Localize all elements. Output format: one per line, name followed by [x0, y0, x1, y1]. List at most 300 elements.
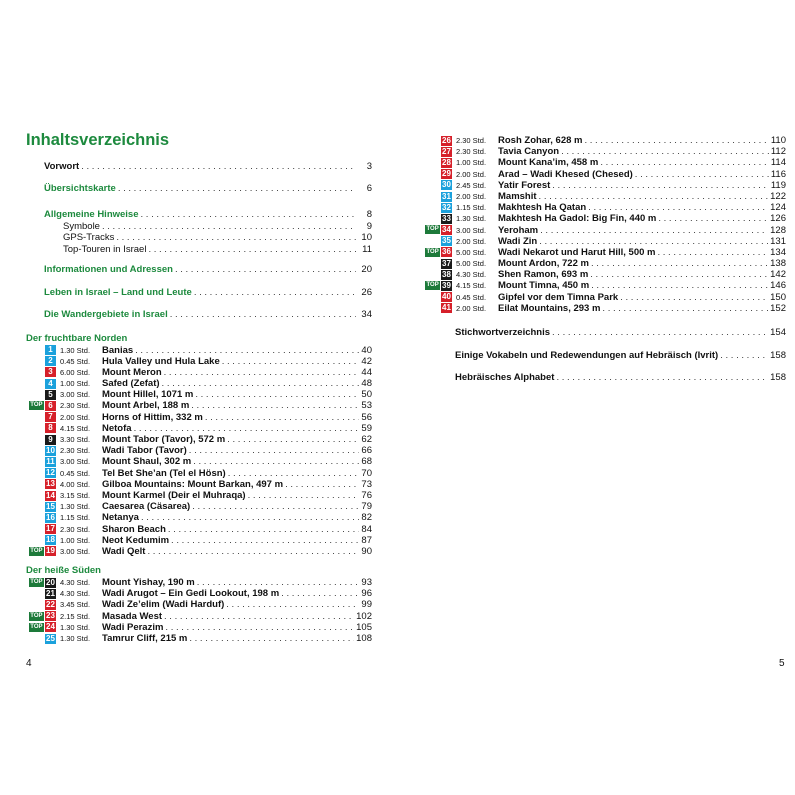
tour-name: Shen Ramon, 693 m [498, 269, 589, 281]
tour-number: 16 [46, 512, 55, 522]
leader-dots [189, 633, 354, 644]
leader-dots [147, 546, 359, 557]
leader-dots [164, 611, 354, 622]
top-badge: TOP [30, 547, 43, 554]
tour-page: 96 [361, 588, 372, 600]
tour-page: 62 [361, 434, 372, 445]
tour-name: Mount Ardon, 722 m [498, 258, 589, 270]
tour-duration: 6.00 Std. [60, 367, 91, 377]
tour-row[interactable] [26, 445, 372, 456]
tour-row[interactable] [26, 456, 372, 467]
tour-duration: 3.45 Std. [60, 600, 91, 610]
tour-number: 17 [46, 524, 55, 534]
tour-name: Safed (Zefat) [102, 378, 160, 390]
tour-duration: 3.00 Std. [456, 225, 487, 235]
leader-dots [602, 303, 768, 314]
tour-row[interactable] [425, 225, 786, 236]
tour-row[interactable] [26, 367, 372, 378]
tour-row[interactable] [425, 191, 786, 202]
top-badge: TOP [30, 612, 43, 619]
tour-page: 70 [361, 467, 372, 479]
tour-row[interactable] [425, 236, 786, 247]
page-number-left: 4 [26, 658, 32, 669]
tour-name: Gilboa Mountains: Mount Barkan, 497 m [102, 478, 284, 490]
tour-duration: 1.30 Std. [456, 214, 487, 224]
tour-duration: 1.00 Std. [60, 379, 91, 389]
toc-entry-page: 8 [366, 209, 372, 220]
tour-page: 116 [770, 168, 786, 180]
page-title: Inhaltsverzeichnis [26, 131, 170, 149]
tour-name: Hula Valley und Hula Lake [102, 355, 220, 367]
tour-row[interactable] [26, 512, 372, 523]
tour-name: Mamshit [498, 190, 537, 202]
tour-name: Banias [102, 344, 134, 356]
tour-row[interactable] [26, 501, 372, 512]
tour-number: 31 [442, 191, 451, 201]
tour-number: 37 [442, 258, 451, 268]
leader-dots [584, 135, 768, 146]
tour-number: 35 [442, 236, 451, 246]
leader-dots [540, 225, 768, 236]
tour-duration: 2.00 Std. [456, 303, 487, 313]
leader-dots [552, 180, 769, 191]
tour-number: 36 [442, 247, 451, 257]
tour-name: Netanya [102, 512, 139, 524]
tour-row[interactable] [425, 303, 786, 314]
tour-row[interactable] [26, 546, 372, 557]
tour-duration: 1.00 Std. [60, 535, 91, 545]
top-flag-slot [26, 611, 45, 622]
tour-row[interactable] [26, 389, 372, 400]
tour-number: 32 [442, 202, 451, 212]
leader-dots [194, 287, 356, 299]
leader-dots [164, 367, 360, 378]
toc-entry-label: Die Wandergebiete in Israel [44, 309, 168, 320]
leader-dots [720, 350, 768, 362]
tour-name: Wadi Tabor (Tavor) [102, 445, 187, 457]
tour-name: Sharon Beach [102, 523, 166, 535]
tour-row[interactable] [26, 588, 372, 599]
top-badge: TOP [30, 402, 43, 409]
tour-number: 25 [46, 633, 55, 643]
tour-page: 102 [356, 610, 372, 622]
right-page [425, 135, 786, 395]
tour-number: 39 [442, 281, 451, 291]
tour-name: Tamrur Cliff, 215 m [102, 633, 188, 644]
tour-duration: 4.00 Std. [60, 479, 91, 489]
toc-entry[interactable] [26, 232, 372, 244]
section-heading-south: Der heiße Süden [26, 565, 101, 577]
tour-row[interactable] [425, 169, 786, 180]
leader-dots [148, 244, 356, 256]
leader-dots [226, 599, 359, 610]
tour-number: 24 [46, 622, 55, 632]
toc-entry[interactable] [455, 350, 786, 362]
leader-dots [192, 501, 359, 512]
tour-page: 90 [361, 545, 372, 557]
top-badge: TOP [30, 623, 43, 630]
toc-entry-label: Informationen und Adressen [44, 264, 173, 275]
tour-duration: 3.00 Std. [60, 390, 91, 400]
tour-name: Wadi Qelt [102, 545, 146, 557]
toc-entry-page: 10 [361, 232, 372, 243]
toc-entry[interactable] [455, 327, 786, 339]
tour-row[interactable] [425, 292, 786, 303]
leader-dots [141, 512, 359, 523]
back-matter [425, 327, 786, 384]
leader-dots [134, 423, 360, 434]
leader-dots [168, 524, 360, 535]
tour-duration: 2.00 Std. [456, 236, 487, 246]
leader-dots [561, 146, 769, 157]
tour-row[interactable] [425, 280, 786, 291]
leader-dots [588, 202, 768, 213]
tour-row[interactable] [425, 146, 786, 157]
leader-dots [658, 213, 768, 224]
tour-number: 15 [46, 501, 55, 511]
tour-name: Mount Hillel, 1071 m [102, 389, 194, 401]
tour-duration: 1.00 Std. [456, 158, 487, 168]
tour-page: 105 [356, 621, 372, 633]
tour-duration: 4.15 Std. [456, 281, 487, 291]
tour-row[interactable] [26, 577, 372, 588]
tour-page: 56 [361, 411, 372, 423]
toc-entry-page: 11 [362, 243, 372, 255]
tour-duration: 5.00 Std. [456, 259, 487, 269]
tour-page: 146 [770, 280, 786, 292]
leader-dots [189, 445, 360, 456]
tour-name: Wadi Arugot – Ein Gedi Lookout, 198 m [102, 588, 280, 600]
tour-name: Makhtesh Ha Gadol: Big Fin, 440 m [498, 213, 657, 225]
toc-entry-page: 158 [770, 349, 786, 361]
tour-duration: 3.00 Std. [60, 546, 91, 556]
leader-dots [197, 577, 360, 588]
leader-dots [227, 434, 359, 445]
leader-dots [552, 327, 768, 339]
toc-entry[interactable] [26, 264, 372, 276]
tour-name: Wadi Nekarot und Harut Hill, 500 m [498, 246, 656, 258]
toc-entry[interactable] [26, 209, 372, 221]
top-flag-slot [425, 225, 441, 236]
section-heading-north: Der fruchtbare Norden [26, 332, 128, 344]
tour-name: Horns of Hittim, 332 m [102, 411, 203, 423]
leader-dots [590, 269, 768, 280]
leader-dots [248, 490, 360, 501]
toc-entry-page: 158 [770, 372, 786, 383]
leader-dots [116, 232, 356, 244]
tour-row[interactable] [26, 611, 372, 622]
leader-dots [635, 169, 769, 180]
tour-page: 42 [361, 355, 372, 367]
toc-entry[interactable] [26, 183, 372, 195]
tour-number: 18 [46, 535, 55, 545]
tour-row[interactable] [26, 490, 372, 501]
tour-name: Wadi Perazim [102, 621, 164, 633]
leader-dots [539, 191, 769, 202]
leader-dots [539, 236, 768, 247]
tour-page: 134 [770, 246, 786, 258]
tour-number: 28 [442, 157, 451, 167]
tour-page: 66 [361, 445, 372, 457]
tour-duration: 3.30 Std. [60, 435, 91, 444]
leader-dots [135, 345, 359, 356]
tour-page: 114 [770, 157, 786, 169]
tour-page: 50 [361, 389, 372, 401]
tour-page: 84 [361, 523, 372, 535]
top-flag-slot [26, 400, 45, 411]
tour-row[interactable] [26, 434, 372, 445]
toc-entry[interactable] [26, 161, 372, 173]
tour-name: Gipfel vor dem Timna Park [498, 291, 619, 303]
tour-row[interactable] [425, 135, 786, 146]
tour-number: 23 [46, 611, 55, 621]
tour-name: Mount Tabor (Tavor), 572 m [102, 434, 226, 445]
tour-number: 27 [442, 146, 451, 156]
tour-row[interactable] [26, 622, 372, 633]
leader-dots [556, 372, 768, 384]
tour-page: 93 [361, 577, 372, 589]
tour-list-north [26, 345, 372, 558]
tour-duration: 0.45 Std. [456, 292, 487, 302]
toc-entry-label: Hebräisches Alphabet [455, 372, 555, 383]
tour-name: Mount Meron [102, 366, 162, 378]
tour-row[interactable] [26, 524, 372, 535]
leader-dots [162, 378, 360, 389]
leader-dots [102, 221, 356, 233]
tour-number: 7 [45, 412, 56, 422]
tour-number: 41 [442, 303, 451, 313]
tour-duration: 0.45 Std. [60, 356, 91, 366]
top-flag-slot [425, 280, 441, 291]
tour-page: 79 [361, 501, 372, 513]
tour-duration: 2.00 Std. [456, 169, 487, 179]
toc-entry[interactable] [455, 372, 786, 384]
toc-entry[interactable] [26, 287, 372, 299]
tour-duration: 2.30 Std. [60, 524, 91, 534]
tour-row[interactable] [425, 180, 786, 191]
tour-page: 138 [770, 258, 786, 270]
tour-row[interactable] [425, 269, 786, 280]
top-flag-slot [26, 622, 45, 633]
tour-duration: 1.15 Std. [60, 513, 91, 523]
tour-name: Netofa [102, 422, 132, 434]
tour-page: 152 [770, 302, 786, 314]
tour-name: Mount Arbel, 188 m [102, 400, 190, 412]
leader-dots [193, 456, 359, 467]
toc-entry-label: Vorwort [44, 161, 80, 172]
tour-duration: 1.15 Std. [456, 203, 487, 213]
tour-number: 40 [442, 292, 451, 302]
tour-page: 122 [770, 190, 786, 202]
tour-duration: 2.15 Std. [60, 611, 91, 621]
tour-page: 53 [361, 400, 372, 412]
tour-row[interactable] [26, 633, 372, 644]
leader-dots [175, 264, 356, 276]
top-flag-slot [425, 247, 441, 258]
front-matter [26, 161, 372, 321]
tour-page: 59 [361, 422, 372, 434]
toc-entry-label: Einige Vokabeln und Redewendungen auf Hebräisch (Ivrit) [455, 349, 719, 361]
tour-name: Mount Timna, 450 m [498, 280, 590, 292]
leader-dots [165, 622, 354, 633]
toc-entry[interactable] [26, 309, 372, 321]
tour-row[interactable] [425, 258, 786, 269]
tour-duration: 2.00 Std. [456, 191, 487, 201]
leader-dots [81, 161, 356, 173]
toc-entry-label: GPS-Tracks [63, 232, 115, 243]
tour-name: Makhtesh Ha Qatan [498, 202, 587, 214]
tour-duration: 3.15 Std. [60, 490, 91, 500]
tour-duration: 2.45 Std. [456, 180, 487, 190]
tour-number: 38 [442, 269, 451, 279]
tour-name: Mount Kana’im, 458 m [498, 157, 599, 169]
leader-dots [205, 412, 360, 423]
leader-dots [657, 247, 768, 258]
tour-page: 99 [361, 599, 372, 611]
tour-name: Caesarea (Cäsarea) [102, 501, 191, 513]
tour-page: 108 [356, 633, 372, 644]
tour-row[interactable] [26, 479, 372, 490]
leader-dots [600, 157, 769, 168]
tour-number: 4 [45, 379, 56, 389]
toc-entry-page: 9 [366, 220, 372, 232]
tour-duration: 4.30 Std. [60, 589, 91, 599]
tour-page: 73 [361, 478, 372, 490]
tour-name: Mount Yishay, 190 m [102, 577, 195, 589]
tour-number: 6 [45, 401, 56, 411]
top-badge: TOP [426, 282, 439, 289]
tour-row[interactable] [26, 378, 372, 389]
tour-number: 22 [46, 600, 55, 610]
tour-page: 124 [770, 202, 786, 214]
top-badge: TOP [426, 248, 439, 255]
tour-row[interactable] [26, 535, 372, 546]
tour-row[interactable] [425, 247, 786, 258]
tour-number: 13 [46, 479, 55, 489]
leader-dots [620, 292, 768, 303]
tour-row[interactable] [425, 157, 786, 168]
tour-number: 9 [45, 435, 56, 445]
leader-dots [228, 468, 360, 479]
tour-page: 68 [361, 456, 372, 468]
toc-entry-label: Übersichtskarte [44, 182, 116, 194]
tour-name: Mount Shaul, 302 m [102, 456, 192, 468]
tour-list-right [425, 135, 786, 314]
tour-duration: 1.30 Std. [60, 622, 91, 632]
tour-page: 44 [361, 366, 372, 378]
leader-dots [281, 588, 359, 599]
toc-entry[interactable] [26, 221, 372, 233]
tour-duration: 2.00 Std. [60, 412, 91, 422]
tour-name: Tel Bet She’an (Tel el Hösn) [102, 467, 226, 479]
toc-entry-label: Symbole [63, 220, 100, 232]
tour-row[interactable] [425, 213, 786, 224]
tour-name: Eilat Mountains, 293 m [498, 302, 601, 314]
left-page [26, 130, 372, 644]
tour-name: Rosh Zohar, 628 m [498, 135, 583, 146]
tour-page: 131 [770, 235, 786, 247]
tour-number: 2 [45, 356, 56, 366]
tour-number: 26 [442, 135, 451, 145]
leader-dots [222, 356, 360, 367]
tour-name: Neot Kedumim [102, 534, 170, 546]
leader-dots [195, 389, 359, 400]
leader-dots [171, 535, 359, 546]
tour-row[interactable] [26, 468, 372, 479]
toc-entry-page: 6 [366, 182, 372, 194]
tour-page: 119 [770, 179, 786, 191]
toc-entry-page: 3 [366, 161, 372, 172]
tour-duration: 2.30 Std. [456, 136, 487, 145]
tour-row[interactable] [26, 400, 372, 411]
tour-number: 20 [46, 577, 55, 587]
tour-page: 40 [361, 344, 372, 356]
tour-name: Mount Karmel (Deir el Muhraqa) [102, 489, 246, 501]
toc-entry[interactable] [26, 244, 372, 256]
page-number-right: 5 [779, 658, 785, 669]
tour-page: 76 [361, 489, 372, 501]
toc-entry-label: Stichwortverzeichnis [455, 327, 551, 338]
tour-number: 12 [46, 468, 55, 478]
tour-duration: 5.00 Std. [456, 247, 487, 257]
tour-duration: 1.30 Std. [60, 634, 91, 643]
tour-duration: 2.30 Std. [456, 147, 487, 157]
tour-page: 150 [770, 291, 786, 303]
tour-page: 110 [770, 135, 786, 146]
tour-duration: 3.00 Std. [60, 457, 91, 467]
tour-duration: 4.30 Std. [456, 270, 487, 280]
tour-name: Wadi Zin [498, 235, 538, 247]
top-flag-slot [26, 546, 45, 557]
tour-name: Arad – Wadi Khesed (Chesed) [498, 168, 633, 180]
top-badge: TOP [30, 579, 43, 586]
tour-name: Tavia Canyon [498, 146, 560, 158]
tour-name: Yeroham [498, 224, 539, 236]
tour-duration: 0.45 Std. [60, 468, 91, 478]
tour-row[interactable] [26, 345, 372, 356]
tour-row[interactable] [26, 412, 372, 423]
toc-entry-page: 154 [770, 327, 786, 338]
tour-number: 14 [46, 490, 55, 500]
tour-number: 5 [45, 390, 56, 400]
tour-page: 126 [770, 213, 786, 225]
tour-number: 33 [442, 213, 451, 223]
tour-duration: 4.30 Std. [60, 578, 91, 588]
tour-duration: 2.30 Std. [60, 401, 91, 411]
toc-entry-page: 20 [361, 264, 372, 275]
leader-dots [591, 258, 768, 269]
tour-number: 11 [46, 456, 55, 466]
tour-row[interactable] [26, 356, 372, 367]
tour-number: 10 [46, 445, 55, 455]
tour-page: 112 [770, 146, 786, 158]
top-badge: TOP [426, 226, 439, 233]
tour-duration: 1.30 Std. [60, 345, 91, 355]
tour-number: 29 [442, 169, 451, 179]
tour-row[interactable] [425, 202, 786, 213]
tour-row[interactable] [26, 599, 372, 610]
tour-number: 8 [45, 423, 56, 433]
tour-row[interactable] [26, 423, 372, 434]
toc-entry-label: Leben in Israel – Land und Leute [44, 286, 192, 298]
tour-number: 21 [46, 588, 55, 598]
leader-dots [191, 400, 359, 411]
leader-dots [591, 280, 768, 291]
tour-page: 128 [770, 224, 786, 236]
tour-number: 34 [442, 225, 451, 235]
tour-number: 30 [442, 180, 451, 190]
leader-dots [285, 479, 359, 490]
